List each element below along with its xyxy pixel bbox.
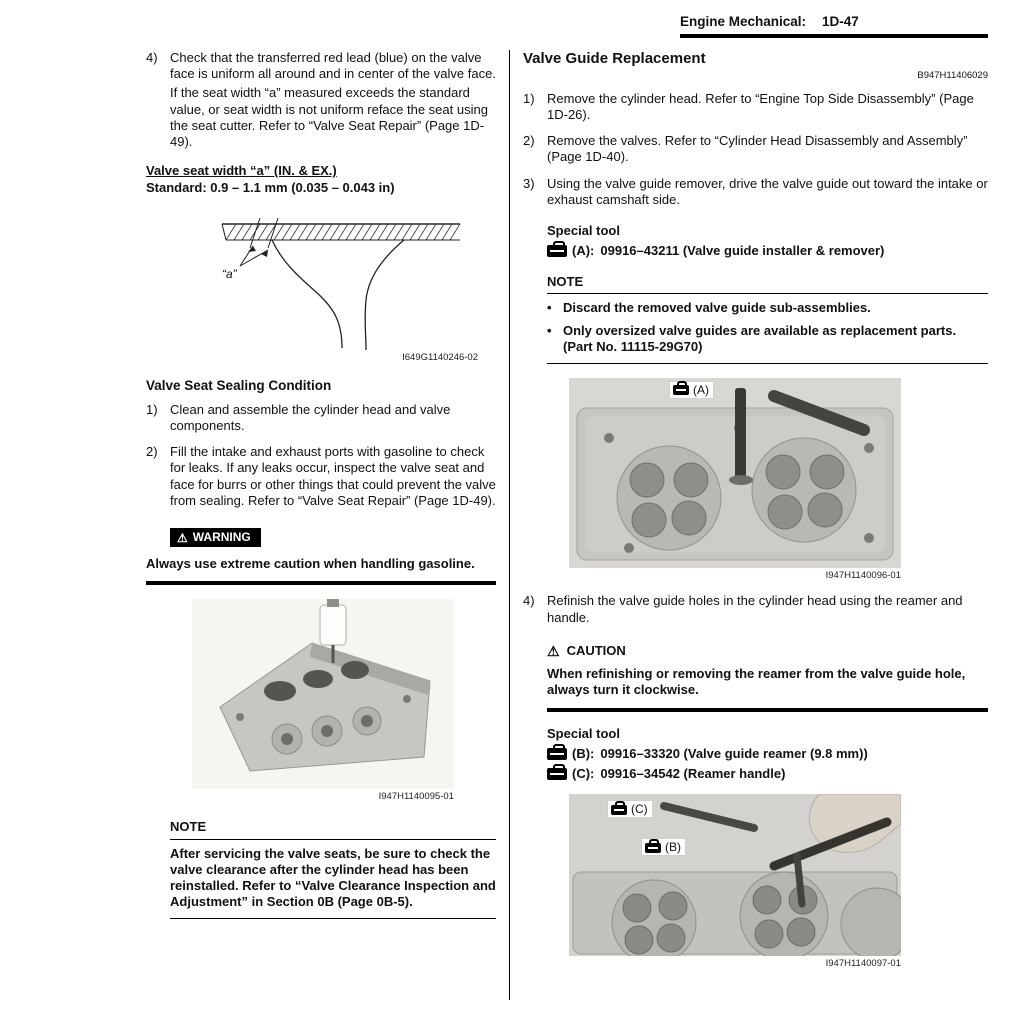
photo-cylinder-head-block (192, 599, 454, 803)
photo-reamer-block (569, 794, 901, 970)
tool-number: 09916–33320 (Valve guide reamer (9.8 mm)) (600, 745, 868, 761)
warning-text: Always use extreme caution when handling gasoline. (146, 556, 475, 572)
valve-seat-drawing (208, 208, 478, 350)
step-item-1 (523, 91, 988, 127)
step-paragraph: Using the valve guide remover, drive the valve guide out toward the intake or exhaust camshaft side. (547, 175, 988, 207)
step-number: 1) (146, 401, 158, 417)
caution-label: CAUTION (566, 642, 626, 658)
thin-rule (547, 293, 988, 294)
caution-block (547, 643, 988, 712)
two-column-layout (146, 50, 988, 1000)
note-bullet (547, 300, 988, 316)
section-title-valve-seat-sealing: Valve Seat Sealing Condition (146, 377, 332, 393)
special-tool-icon (547, 768, 567, 780)
step-body (170, 50, 496, 154)
step-item-2 (146, 444, 496, 512)
special-tool-icon (611, 805, 627, 815)
page-header (146, 14, 988, 38)
special-tool-icon (547, 748, 567, 760)
step-body (170, 402, 496, 438)
tool-label: (A): (572, 243, 595, 259)
warning-block (146, 528, 496, 585)
bullet-icon: • (547, 299, 552, 315)
tool-callout-label: (C) (631, 802, 648, 817)
special-tool-icon (673, 385, 689, 395)
step-number: 4) (523, 593, 535, 609)
step-number: 1) (523, 90, 535, 106)
step-item-1 (146, 402, 496, 438)
note-text: After servicing the valve seats, be sure to check the valve clearance after the cylinder head has been reinstalled. Refer to “Valve Clearance Inspection and Adjustment” in Section 0B (Page 0B-5). (170, 845, 496, 910)
step-paragraph: If the seat width “a” measured exceeds the standard value, or seat width is not uniform reface the seat using the seat cutter. Refer to “Valve Seat Repair” (Page 1D-49). (170, 85, 488, 150)
tool-callout-label: (B) (665, 840, 681, 855)
step-item-4 (146, 50, 496, 154)
special-tool-heading: Special tool (547, 725, 620, 741)
bullet-icon: • (547, 323, 552, 338)
tool-number: 09916–34542 (Reamer handle) (600, 766, 786, 782)
note-block (170, 819, 496, 918)
special-tool-icon (645, 843, 661, 853)
note-title: NOTE (547, 273, 584, 289)
note-bullet (547, 323, 988, 356)
tool-label: (C): (572, 766, 595, 782)
note-block (547, 274, 988, 364)
spec-block (146, 163, 496, 196)
column-divider (509, 50, 510, 1000)
header-rule (680, 14, 988, 38)
step-paragraph: Remove the cylinder head. Refer to “Engine Top Side Disassembly” (Page 1D-26). (547, 90, 974, 122)
header-section-title: Engine Mechanical: (680, 14, 807, 29)
tool-callout-b (641, 838, 686, 856)
warning-badge-label: WARNING (192, 530, 251, 545)
step-body (170, 444, 496, 512)
step-item-4 (523, 593, 988, 629)
spec-standard-value: Standard: 0.9 – 1.1 mm (0.035 – 0.043 in) (146, 179, 395, 195)
cylinder-head-photo-sketch (192, 599, 454, 789)
header-page-number: 1D-47 (822, 14, 859, 29)
step-paragraph: Check that the transferred red lead (blue) on the valve face is uniform all around and in center of the valve face. (170, 49, 496, 82)
tool-callout-c (607, 800, 653, 818)
reamer-photo-sketch (569, 794, 901, 956)
special-tool-block (547, 223, 988, 260)
note-title: NOTE (170, 819, 207, 835)
thin-rule (547, 363, 988, 364)
valve-seat-diagram (208, 208, 478, 364)
caution-text: When refinishing or removing the reamer from the valve guide hole, always turn it clockwise. (547, 666, 966, 698)
dimension-label: “a” (222, 266, 237, 281)
thin-rule (170, 839, 496, 840)
left-column (146, 50, 496, 1000)
spec-title: Valve seat width “a” (IN. & EX.) (146, 163, 337, 179)
step-item-3 (523, 176, 988, 212)
special-tool-icon (547, 245, 567, 257)
photo-valve-guide-removal (569, 378, 901, 568)
step-paragraph: Refinish the valve guide holes in the cylinder head using the reamer and handle. (547, 593, 963, 625)
special-tool-block (547, 726, 988, 783)
special-tool-line-c (547, 766, 988, 782)
caution-title (547, 643, 988, 659)
note-bullet-text: Discard the removed valve guide sub-assemblies. (563, 299, 871, 315)
figure-caption: I649G1140246-02 (402, 351, 478, 363)
section-title-valve-guide-replacement: Valve Guide Replacement (523, 49, 706, 67)
special-tool-line-b (547, 746, 988, 762)
step-item-2 (523, 133, 988, 169)
warning-badge (170, 528, 261, 547)
photo-caption: I947H1140097-01 (825, 958, 901, 970)
tool-label: (B): (572, 745, 595, 761)
step-paragraph: Clean and assemble the cylinder head and valve components. (170, 401, 451, 433)
step-paragraph: Remove the valves. Refer to “Cylinder Head Disassembly and Assembly” (Page 1D-40). (547, 133, 968, 165)
photo-caption: I947H1140096-01 (825, 569, 901, 581)
tool-callout-a (669, 381, 714, 399)
step-number: 4) (146, 49, 158, 65)
special-tool-heading: Special tool (547, 223, 620, 238)
photo-valve-guide-block (569, 378, 901, 582)
special-tool-line-a (547, 243, 988, 259)
tool-callout-label: (A) (693, 382, 709, 397)
step-number: 2) (146, 444, 158, 460)
heavy-rule (146, 581, 496, 585)
caution-triangle-icon: ⚠ (547, 643, 560, 659)
reference-code: B947H11406029 (917, 69, 988, 81)
photo-caption: I947H1140095-01 (378, 791, 454, 803)
tool-number: 09916–43211 (Valve guide installer & remover) (600, 243, 885, 259)
step-number: 3) (523, 175, 535, 191)
warning-triangle-icon: ⚠ (177, 530, 188, 545)
right-column (523, 50, 988, 1000)
valve-guide-photo-sketch (569, 378, 901, 568)
step-number: 2) (523, 133, 535, 148)
photo-reamer-operation (569, 794, 901, 956)
photo-cylinder-head (192, 599, 454, 789)
heavy-rule (547, 708, 988, 712)
step-paragraph: Fill the intake and exhaust ports with gasoline to check for leaks. If any leaks occur, inspect the valve seat and face for burrs or other things that could prevent the valve from sealing. Refer to “Valve Seat Repair” (Page 1D-49). (170, 444, 496, 508)
note-bullet-text: Only oversized valve guides are available as replacement parts. (Part No. 11115-29G70) (563, 323, 957, 355)
thin-rule (170, 918, 496, 919)
